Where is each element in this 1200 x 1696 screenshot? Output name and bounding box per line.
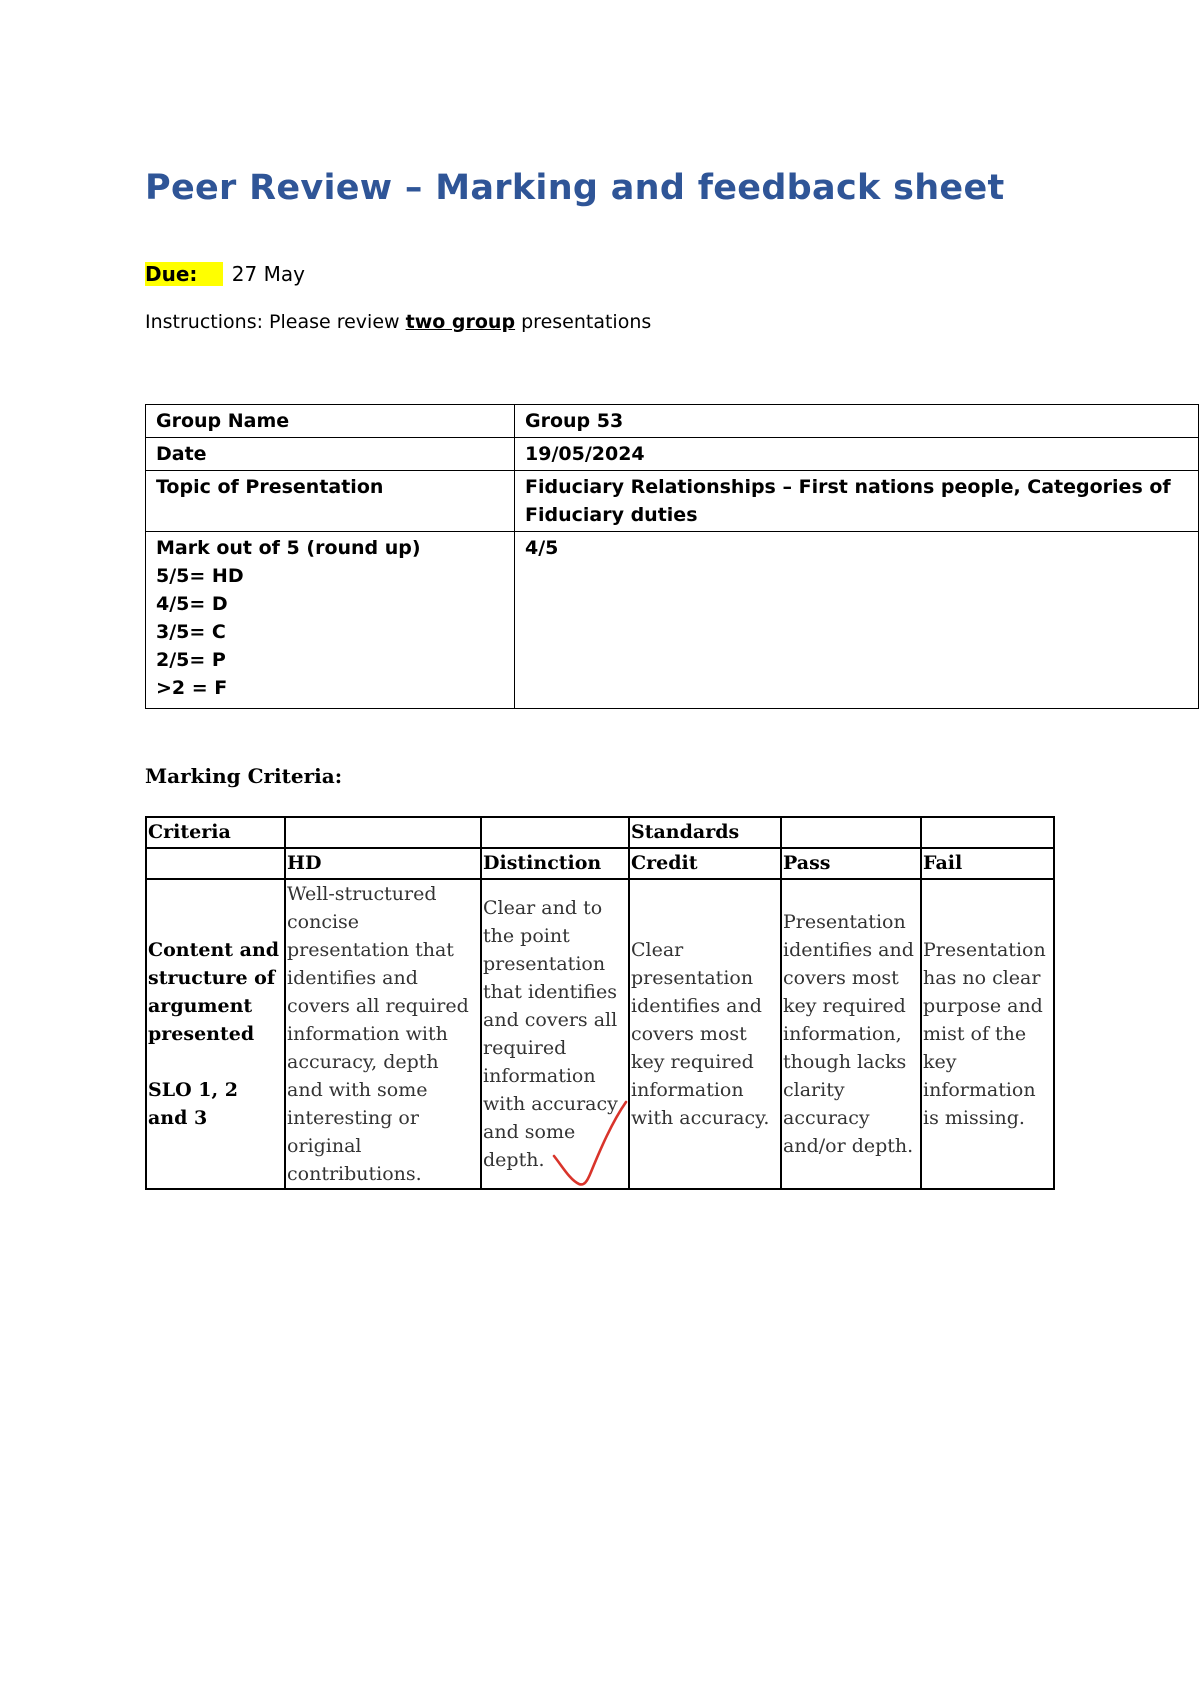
instructions-suffix: presentations bbox=[515, 311, 652, 333]
standard-pass-header: Pass bbox=[781, 848, 921, 879]
header-cell: Criteria bbox=[146, 817, 285, 848]
group-name-row bbox=[146, 405, 1199, 438]
mark-scale-line: 4/5= D bbox=[156, 593, 228, 615]
date-row bbox=[146, 438, 1199, 471]
standard-fail-header: Fail bbox=[921, 848, 1054, 879]
mark-value: 4/5 bbox=[515, 532, 1199, 709]
header-cell bbox=[146, 848, 285, 879]
page-title: Peer Review – Marking and feedback sheet bbox=[145, 168, 1005, 208]
date-label: Date bbox=[146, 438, 515, 471]
due-row bbox=[145, 262, 305, 286]
check-mark-icon bbox=[550, 1098, 630, 1188]
hd-description: Well-structured concise presentation that identifies and covers all required information with accuracy, depth and with some interesting or original contributions. bbox=[285, 879, 481, 1189]
header-cell bbox=[781, 817, 921, 848]
group-info-table bbox=[145, 404, 1199, 709]
date-value: 19/05/2024 bbox=[515, 438, 1199, 471]
pass-description: Presentation identifies and covers most key required information, though lacks clarity accuracy and/or depth. bbox=[781, 879, 921, 1189]
mark-scale-line: 3/5= C bbox=[156, 621, 226, 643]
standard-credit-header: Credit bbox=[629, 848, 781, 879]
topic-row bbox=[146, 471, 1199, 532]
header-cell: Standards bbox=[629, 817, 781, 848]
mark-scale-line: 2/5= P bbox=[156, 649, 226, 671]
due-date: 27 May bbox=[231, 262, 305, 286]
due-label: Due: bbox=[145, 262, 223, 286]
header-cell bbox=[481, 817, 629, 848]
mark-scale-line: 5/5= HD bbox=[156, 565, 244, 587]
mark-scale-line: >2 = F bbox=[156, 677, 228, 699]
instructions bbox=[145, 311, 651, 333]
criterion-cell bbox=[146, 879, 285, 1189]
instructions-prefix: Instructions: Please review bbox=[145, 311, 406, 333]
criterion-slo: SLO 1, 2 and 3 bbox=[148, 1079, 238, 1129]
criteria-header-row bbox=[146, 817, 1054, 848]
standard-hd-header: HD bbox=[285, 848, 481, 879]
distinction-description: Clear and to the point presentation that identifies and covers all required information with accuracy and some depth. bbox=[481, 879, 629, 1189]
standards-header-row bbox=[146, 848, 1054, 879]
instructions-emphasis: two group bbox=[405, 311, 516, 333]
header-cell bbox=[285, 817, 481, 848]
topic-label: Topic of Presentation bbox=[146, 471, 515, 532]
marking-criteria-heading: Marking Criteria: bbox=[145, 764, 343, 788]
fail-description: Presentation has no clear purpose and mist of the key information is missing. bbox=[921, 879, 1054, 1189]
mark-label: Mark out of 5 (round up) bbox=[156, 537, 421, 559]
mark-row bbox=[146, 532, 1199, 709]
header-cell bbox=[921, 817, 1054, 848]
standard-distinction-header: Distinction bbox=[481, 848, 629, 879]
group-name-value: Group 53 bbox=[515, 405, 1199, 438]
credit-description: Clear presentation identifies and covers most key required information with accuracy. bbox=[629, 879, 781, 1189]
criterion-label: Content and structure of argument presented bbox=[148, 939, 280, 1045]
topic-value: Fiduciary Relationships – First nations people, Categories of Fiduciary duties bbox=[515, 471, 1199, 532]
mark-label-cell bbox=[146, 532, 515, 709]
group-name-label: Group Name bbox=[146, 405, 515, 438]
